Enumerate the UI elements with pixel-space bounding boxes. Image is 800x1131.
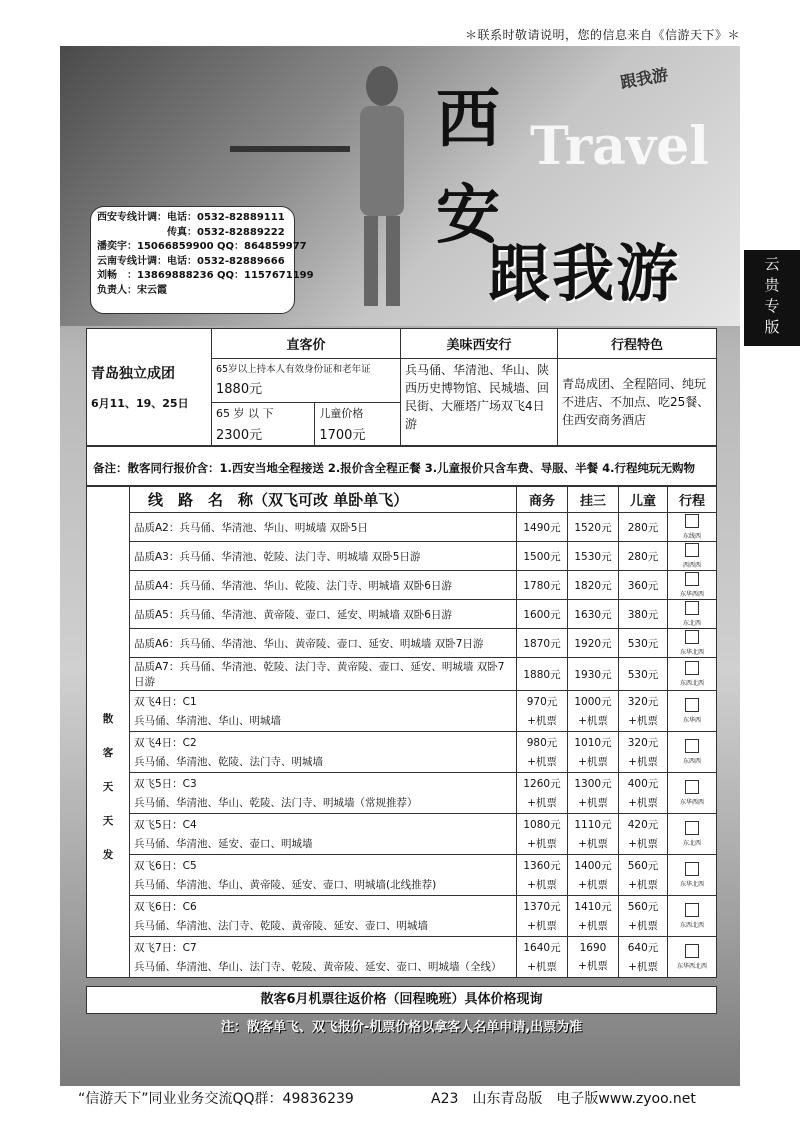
contact-line: 负责人：宋云霞 [97, 284, 167, 296]
feature-header: 行程特色 [558, 329, 717, 359]
child-price-cell [619, 773, 668, 814]
child-price: 560元 [627, 860, 659, 872]
side-tab-char: 专 [764, 297, 780, 315]
col-guasan: 挂三 [568, 487, 619, 513]
side-tab [744, 250, 800, 346]
itinerary-cell [668, 732, 717, 773]
table-row [87, 571, 717, 600]
flight-code: 双飞4日：C2 [134, 737, 197, 749]
contact-box [90, 206, 314, 314]
gua-price-cell [568, 896, 619, 937]
biz-price-cell [517, 732, 568, 773]
flight-route: 兵马俑、华清池、华山、法门寺、乾陵、黄帝陵、延安、壶口、明城墙（全线） [134, 961, 502, 973]
document-icon[interactable] [672, 601, 712, 618]
flight-route-cell [130, 814, 517, 855]
team-name: 青岛独立成团 [91, 366, 175, 382]
child-price-cell [619, 896, 668, 937]
side-label-char: 散 [102, 713, 114, 725]
itinerary-cell [668, 658, 717, 691]
plus-airfare: +机票 [527, 797, 557, 809]
logo-small-text: 跟我游 [618, 64, 670, 93]
senior-label: 65岁以上持本人有效身份证和老年证 [216, 364, 371, 375]
plus-airfare: +机票 [527, 961, 557, 973]
business-price: 1880元 [517, 658, 568, 691]
document-icon[interactable] [672, 862, 712, 879]
child-price: 530元 [619, 658, 668, 691]
child-price: 560元 [627, 901, 659, 913]
child-price: 420元 [627, 819, 659, 831]
route-name: 品质A2：兵马俑、华清池、华山、明城墙 双卧5日 [130, 513, 517, 542]
plus-airfare: +机票 [578, 797, 608, 809]
gua-price: 1690 [579, 941, 607, 954]
plus-airfare: +机票 [578, 756, 608, 768]
child-price: 1700元 [319, 428, 366, 443]
itinerary-file-label[interactable]: 东华西西 [679, 591, 704, 598]
guasan-price: 1930元 [568, 658, 619, 691]
plus-airfare: +机票 [628, 879, 658, 891]
plus-airfare: +机票 [628, 920, 658, 932]
team-dates: 6月11、19、25日 [91, 397, 189, 410]
side-label-char: 天 [102, 781, 114, 793]
guasan-price: 1920元 [568, 629, 619, 658]
airfare-note: 散客6月机票往返价格（回程晚班）具体价格现询 [86, 986, 717, 1014]
table-row [87, 600, 717, 629]
business-price: 1500元 [517, 542, 568, 571]
main-title: 跟我游 [488, 237, 681, 310]
footer-qq: “信游天下”同业业务交流QQ群：49836239 [78, 1091, 354, 1107]
biz-price-cell [517, 937, 568, 978]
itinerary-cell [668, 571, 717, 600]
banner [60, 46, 740, 326]
plus-airfare: +机票 [628, 797, 658, 809]
child-price-cell [315, 403, 401, 446]
gua-price: 1410元 [574, 901, 612, 913]
biz-price-cell [517, 814, 568, 855]
side-tab-char: 云 [764, 255, 780, 273]
plus-airfare: +机票 [578, 715, 608, 727]
col-business: 商务 [517, 487, 568, 513]
col-route-name: 线 路 名 称（双飞可改 单卧单飞） [130, 487, 517, 513]
itinerary-file-label[interactable]: 东西北西 [679, 922, 704, 929]
guasan-price: 1820元 [568, 571, 619, 600]
adult-price: 2300元 [216, 428, 263, 443]
plus-airfare: +机票 [527, 838, 557, 850]
route-name: 品质A5：兵马俑、华清池、黄帝陵、壶口、延安、明城墙 双卧6日游 [130, 600, 517, 629]
senior-price-cell [212, 359, 401, 403]
gua-price-cell [568, 855, 619, 896]
child-price: 530元 [619, 629, 668, 658]
document-icon[interactable] [672, 780, 712, 797]
flight-route: 兵马俑、华清池、延安、壶口、明城墙 [134, 838, 313, 850]
child-price-cell [619, 855, 668, 896]
plus-airfare: +机票 [628, 756, 658, 768]
itinerary-cell [668, 814, 717, 855]
itinerary-cell [668, 600, 717, 629]
plus-airfare: +机票 [527, 920, 557, 932]
price-header: 直客价 [212, 329, 401, 359]
plus-airfare: +机票 [578, 879, 608, 891]
child-label: 儿童价格 [319, 407, 364, 420]
flight-route: 兵马俑、华清池、华山、黄帝陵、延安、壶口、明城墙(北线推荐) [134, 879, 437, 891]
flight-code: 双飞7日：C7 [134, 942, 197, 954]
gua-price: 1400元 [574, 860, 612, 872]
table-row [87, 542, 717, 571]
itinerary-file-label[interactable]: 东华西西 [679, 799, 704, 806]
plus-airfare: +机票 [578, 838, 608, 850]
plus-airfare: +机票 [527, 879, 557, 891]
itinerary-cell [668, 691, 717, 732]
plus-airfare: +机票 [578, 959, 608, 972]
feature-cell: 青岛成团、全程陪同、纯玩不进店、不加点、吃25餐、住西安商务酒店 [558, 359, 717, 446]
biz-price: 1260元 [523, 778, 561, 790]
title-an: 安 [436, 178, 500, 253]
child-price-cell [619, 937, 668, 978]
contact-line: 刘畅 ：13869888236 QQ：1157671199 [97, 270, 314, 281]
document-icon[interactable] [672, 572, 712, 589]
plus-airfare: +机票 [628, 838, 658, 850]
table-row [87, 691, 717, 732]
guasan-price: 1630元 [568, 600, 619, 629]
plus-airfare: +机票 [628, 715, 658, 727]
plus-airfare: +机票 [578, 920, 608, 932]
table-row [87, 513, 717, 542]
document-icon[interactable] [672, 739, 712, 756]
biz-price: 970元 [526, 696, 558, 708]
warning-note: 注：散客单飞、双飞报价-机票价格以拿客人名单申请,出票为准 [220, 1020, 583, 1035]
child-price: 320元 [627, 737, 659, 749]
document-icon[interactable] [672, 661, 712, 678]
col-child: 儿童 [619, 487, 668, 513]
flight-route: 兵马俑、华清池、法门寺、乾陵、黄帝陵、延安、壶口、明城墙 [134, 920, 428, 932]
business-price: 1780元 [517, 571, 568, 600]
child-price: 400元 [627, 778, 659, 790]
biz-price-cell [517, 855, 568, 896]
gua-price: 1010元 [574, 737, 612, 749]
itinerary-cell [668, 629, 717, 658]
itinerary-file-label[interactable]: 东线西 [682, 533, 701, 540]
child-price: 640元 [627, 942, 659, 954]
side-tab-char: 贵 [764, 276, 780, 294]
document-icon[interactable] [672, 903, 712, 920]
gua-price-cell [568, 691, 619, 732]
itinerary-file-label[interactable]: 东北西 [682, 620, 701, 627]
side-label-char: 客 [102, 747, 114, 759]
biz-price: 1640元 [523, 942, 561, 954]
contact-line: 西安专线计调：电话：0532-82889111 [97, 212, 285, 223]
senior-price: 1880元 [216, 382, 263, 397]
flight-route-cell [130, 937, 517, 978]
itinerary-file-label[interactable]: 东北西 [682, 840, 701, 847]
biz-price-cell [517, 773, 568, 814]
table-row [87, 814, 717, 855]
child-price: 280元 [619, 542, 668, 571]
table-row [87, 855, 717, 896]
biz-price-cell [517, 896, 568, 937]
biz-price: 1360元 [523, 860, 561, 872]
table-row [87, 896, 717, 937]
flight-route-cell [130, 691, 517, 732]
biz-price-cell [517, 691, 568, 732]
terracotta-warrior-image [342, 58, 422, 318]
table-row [87, 773, 717, 814]
guasan-price: 1520元 [568, 513, 619, 542]
team-cell [87, 329, 212, 446]
document-icon[interactable] [672, 543, 712, 560]
route-name: 品质A4：兵马俑、华清池、华山、乾陵、法门寺、明城墙 双卧6日游 [130, 571, 517, 600]
side-tab-char: 版 [764, 318, 780, 336]
itinerary-file-label[interactable]: 东华北西 [679, 649, 704, 656]
remark-bar: 备注：散客同行报价含：1.西安当地全程接送 2.报价含全程正餐 3.儿童报价只含车费、导服、半餐 4.行程纯玩无购物 [86, 446, 717, 486]
biz-price: 1080元 [523, 819, 561, 831]
itinerary-file-label[interactable]: 东华西 [682, 717, 701, 724]
flight-route-cell [130, 773, 517, 814]
plus-airfare: +机票 [527, 715, 557, 727]
itinerary-cell [668, 937, 717, 978]
gua-price-cell [568, 773, 619, 814]
biz-price: 980元 [526, 737, 558, 749]
gua-price-cell [568, 732, 619, 773]
document-icon[interactable] [672, 630, 712, 647]
flight-code: 双飞4日：C1 [134, 696, 197, 708]
gua-price-cell [568, 937, 619, 978]
document-icon[interactable] [672, 821, 712, 838]
flight-route: 兵马俑、华清池、乾陵、法门寺、明城墙 [134, 756, 323, 768]
child-price: 280元 [619, 513, 668, 542]
plus-airfare: +机票 [527, 756, 557, 768]
adult-price-cell [212, 403, 315, 446]
travel-logo: Travel [530, 116, 710, 177]
title-xi: 西 [436, 82, 500, 157]
plus-airfare: +机票 [628, 961, 658, 973]
itinerary-cell [668, 855, 717, 896]
footer-edition: A23 山东青岛版 电子版www.zyoo.net [431, 1091, 696, 1107]
col-itinerary: 行程 [668, 487, 717, 513]
table-row [87, 629, 717, 658]
itinerary-cell [668, 542, 717, 571]
flight-route-cell [130, 855, 517, 896]
route-name: 品质A7：兵马俑、华清池、乾陵、法门寺、黄帝陵、壶口、延安、明城墙 双卧7日游 [130, 658, 517, 691]
document-icon[interactable] [672, 944, 712, 961]
adult-label: 65 岁 以 下 [216, 407, 274, 420]
price-table [86, 486, 717, 978]
table-row [87, 658, 717, 691]
itinerary-file-label[interactable]: 西西西 [682, 562, 701, 569]
child-price: 320元 [627, 696, 659, 708]
child-price-cell [619, 691, 668, 732]
contact-line: 传真：0532-82889222 [97, 226, 285, 238]
footer [78, 1088, 738, 1108]
table-row [87, 937, 717, 978]
group-tour-table [86, 328, 717, 446]
contact-line: 云南专线计调：电话：0532-82889666 [97, 255, 285, 267]
child-price: 380元 [619, 600, 668, 629]
itinerary-file-label[interactable]: 东华北西 [679, 881, 704, 888]
route-name: 品质A3：兵马俑、华清池、乾陵、法门寺、明城墙 双卧5日游 [130, 542, 517, 571]
document-icon[interactable] [672, 698, 712, 715]
guasan-price: 1530元 [568, 542, 619, 571]
gua-price: 1000元 [574, 696, 612, 708]
great-wall-image [230, 146, 350, 202]
business-price: 1490元 [517, 513, 568, 542]
route-header: 美味西安行 [401, 329, 558, 359]
child-price-cell [619, 732, 668, 773]
gua-price: 1110元 [574, 819, 612, 831]
contact-line: 潘奕宇：15066859900 QQ：864859977 [97, 241, 307, 252]
side-label [87, 487, 130, 978]
flight-route: 兵马俑、华清池、华山、乾陵、法门寺、明城墙（常规推荐） [134, 797, 418, 809]
side-label-char: 天 [102, 815, 114, 827]
biz-price: 1370元 [523, 901, 561, 913]
flight-code: 双飞6日：C6 [134, 901, 197, 913]
flight-route-cell [130, 896, 517, 937]
flight-code: 双飞5日：C4 [134, 819, 197, 831]
itinerary-cell [668, 513, 717, 542]
business-price: 1870元 [517, 629, 568, 658]
route-cell: 兵马俑、华清池、华山、陕西历史博物馆、民城墙、回民街、大雁塔广场双飞4日游 [401, 359, 558, 446]
document-icon[interactable] [672, 514, 712, 531]
itinerary-cell [668, 773, 717, 814]
flight-route: 兵马俑、华清池、华山、明城墙 [134, 715, 281, 727]
flight-code: 双飞5日：C3 [134, 778, 197, 790]
route-name: 品质A6：兵马俑、华清池、华山、黄帝陵、壶口、延安、明城墙 双卧7日游 [130, 629, 517, 658]
side-label-char: 发 [102, 849, 114, 861]
itinerary-cell [668, 896, 717, 937]
business-price: 1600元 [517, 600, 568, 629]
flight-code: 双飞6日：C5 [134, 860, 197, 872]
source-note: ＊联系时敬请说明，您的信息来自《信游天下》＊ [464, 28, 740, 42]
itinerary-file-label[interactable]: 东华西北西 [676, 963, 707, 970]
itinerary-file-label[interactable]: 东西西 [682, 758, 701, 765]
gua-price-cell [568, 814, 619, 855]
gua-price: 1300元 [574, 778, 612, 790]
child-price-cell [619, 814, 668, 855]
flight-route-cell [130, 732, 517, 773]
child-price: 360元 [619, 571, 668, 600]
table-row [87, 732, 717, 773]
itinerary-file-label[interactable]: 东西北西 [679, 680, 704, 687]
